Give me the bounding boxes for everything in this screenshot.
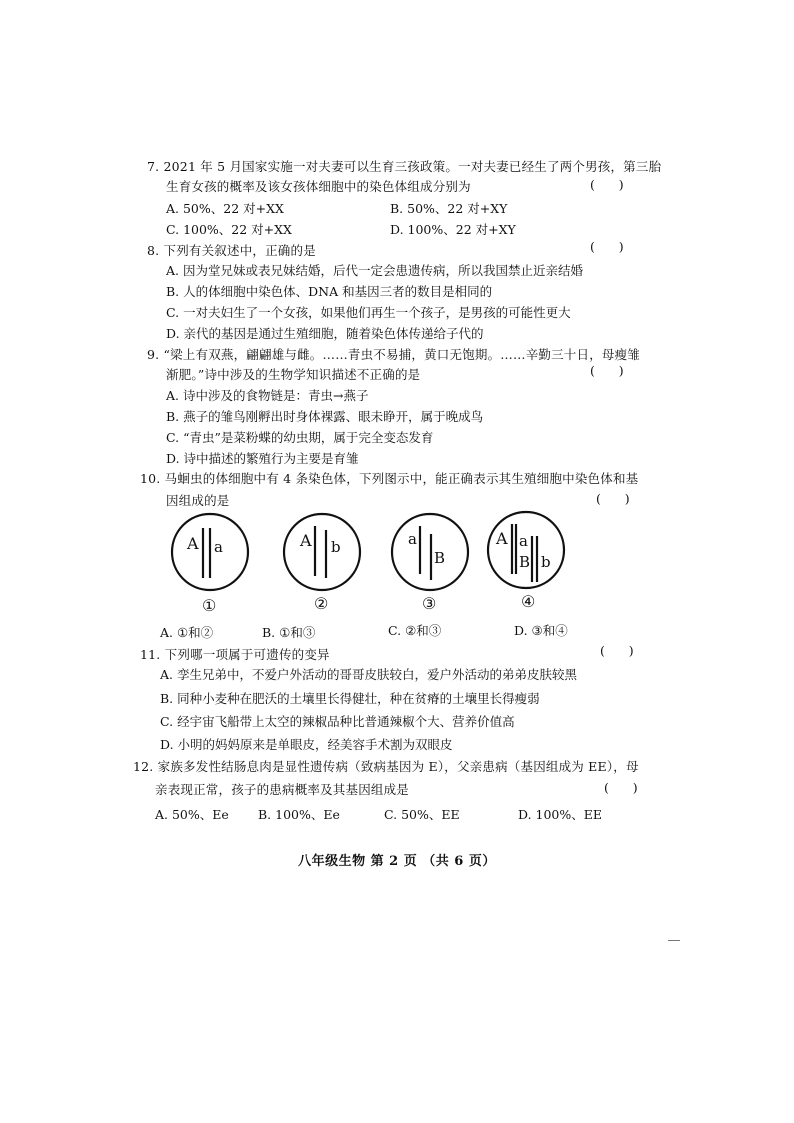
cell-4 bbox=[488, 512, 564, 611]
q7-option-a: A. 50%、22 对+XX bbox=[166, 201, 284, 216]
cell-2-gene-1: A bbox=[300, 531, 312, 550]
cell-4-gene-2: a bbox=[519, 532, 528, 550]
q12-answer-blank: ( ) bbox=[604, 780, 638, 795]
cell-1-gene-2: a bbox=[214, 538, 223, 556]
q7-stem-line2: 生育女孩的概率及该女孩体细胞中的染色体组成分别为 bbox=[166, 179, 471, 194]
q7-option-c: C. 100%、22 对+XX bbox=[166, 222, 292, 237]
q12-stem-line2: 亲表现正常，孩子的患病概率及其基因组成是 bbox=[155, 782, 410, 797]
q12-stem-line1: 12. 家族多发性结肠息肉是显性遗传病（致病基因为 E），父亲患病（基因组成为 EE），母 bbox=[133, 759, 639, 774]
q9-option-c: C. “青虫”是菜粉蝶的幼虫期，属于完全变态发育 bbox=[166, 430, 434, 445]
q8-answer-blank: ( ) bbox=[590, 239, 624, 254]
q11-stem-line1: 11. 下列哪一项属于可遗传的变异 bbox=[140, 647, 330, 662]
q12-option-b: B. 100%、Ee bbox=[258, 807, 340, 822]
page-footer: 八年级生物 第 2 页 （共 6 页） bbox=[298, 854, 496, 869]
q9-answer-blank: ( ) bbox=[590, 363, 624, 378]
q8-option-c: C. 一对夫妇生了一个女孩，如果他们再生一个孩子，是男孩的可能性更大 bbox=[166, 305, 571, 320]
q11-option-b: B. 同种小麦种在肥沃的土壤里长得健壮，种在贫瘠的土壤里长得瘦弱 bbox=[160, 691, 540, 706]
q10-stem-line1: 10. 马蛔虫的体细胞中有 4 条染色体，下列图示中，能正确表示其生殖细胞中染色体和基 bbox=[140, 471, 639, 486]
q8-stem-line1: 8. 下列有关叙述中，正确的是 bbox=[147, 243, 316, 258]
q10-option-c: C. ②和③ bbox=[388, 623, 442, 638]
q10-option-a: A. ①和② bbox=[160, 625, 214, 640]
cell-3-gene-1: a bbox=[408, 530, 417, 548]
cell-2 bbox=[284, 514, 360, 613]
cell-2-gene-2: b bbox=[331, 538, 341, 556]
cell-4-membrane bbox=[488, 512, 564, 588]
cell-1-number: ① bbox=[202, 596, 217, 615]
q11-option-c: C. 经宇宙飞船带上太空的辣椒品种比普通辣椒个大、营养价值高 bbox=[160, 714, 515, 729]
cell-4-gene-1: A bbox=[496, 529, 508, 548]
q9-option-a: A. 诗中涉及的食物链是：青虫→燕子 bbox=[166, 388, 369, 403]
q12-option-d: D. 100%、EE bbox=[518, 807, 603, 822]
q12-option-c: C. 50%、EE bbox=[384, 807, 460, 822]
cell-2-number: ② bbox=[314, 594, 329, 613]
q9-stem-line2: 渐肥。”诗中涉及的生物学知识描述不正确的是 bbox=[166, 367, 421, 382]
cell-3-number: ③ bbox=[422, 594, 437, 613]
q12-option-a: A. 50%、Ee bbox=[155, 807, 229, 822]
q9-option-d: D. 诗中描述的繁殖行为主要是育雏 bbox=[166, 451, 359, 466]
cell-2-membrane bbox=[284, 514, 360, 590]
cell-4-gene-4: b bbox=[541, 553, 551, 571]
q10-stem-line2: 因组成的是 bbox=[166, 493, 230, 508]
q10-option-b: B. ①和③ bbox=[262, 625, 316, 640]
q10-answer-blank: ( ) bbox=[596, 491, 630, 506]
q8-option-a: A. 因为堂兄妹或表兄妹结婚，后代一定会患遗传病，所以我国禁止近亲结婚 bbox=[166, 263, 583, 278]
q11-option-d: D. 小明的妈妈原来是单眼皮，经美容手术割为双眼皮 bbox=[160, 737, 453, 752]
cell-1 bbox=[172, 514, 248, 615]
q7-option-b: B. 50%、22 对+XY bbox=[390, 201, 508, 216]
cell-4-gene-3: B bbox=[519, 553, 531, 571]
q9-stem-line1: 9. “梁上有双燕，翩翩雄与雌。……青虫不易捕，黄口无饱期。……辛勤三十日，母瘦雏 bbox=[147, 347, 640, 362]
q10-cell-figure bbox=[150, 510, 590, 620]
q9-option-b: B. 燕子的雏鸟刚孵出时身体裸露、眼未睁开，属于晚成鸟 bbox=[166, 409, 484, 424]
cell-3 bbox=[392, 514, 468, 613]
q11-option-a: A. 孪生兄弟中，不爱户外活动的哥哥皮肤较白，爱户外活动的弟弟皮肤较黑 bbox=[160, 667, 577, 682]
q7-option-d: D. 100%、22 对+XY bbox=[390, 222, 516, 237]
q7-answer-blank: ( ) bbox=[590, 177, 624, 192]
q8-option-b: B. 人的体细胞中染色体、DNA 和基因三者的数目是相同的 bbox=[166, 284, 493, 299]
cell-1-gene-1: A bbox=[187, 534, 199, 553]
cell-4-number: ④ bbox=[521, 592, 536, 611]
scan-artifact bbox=[668, 940, 680, 941]
q7-stem-line1: 7. 2021 年 5 月国家实施一对夫妻可以生育三孩政策。一对夫妻已经生了两个男孩，第三胎 bbox=[147, 159, 662, 174]
q11-answer-blank: ( ) bbox=[600, 643, 634, 658]
q10-option-d: D. ③和④ bbox=[514, 623, 568, 638]
q8-option-d: D. 亲代的基因是通过生殖细胞，随着染色体传递给子代的 bbox=[166, 326, 484, 341]
cell-3-gene-2: B bbox=[434, 549, 446, 567]
